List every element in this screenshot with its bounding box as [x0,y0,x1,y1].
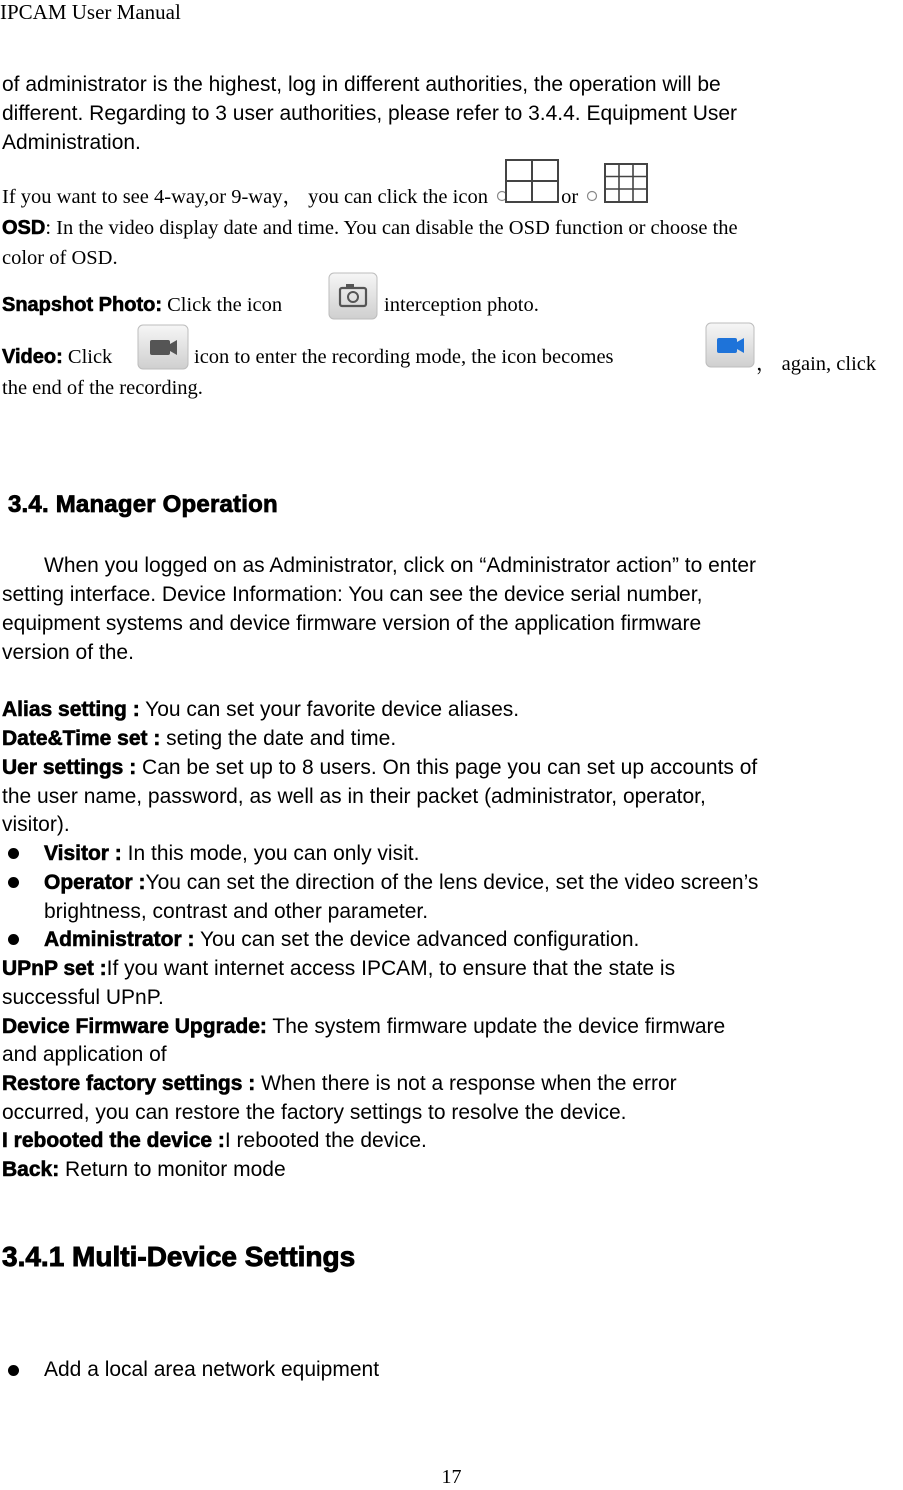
user-settings-label: Uer settings : [2,756,137,779]
bullet-icon [8,1365,19,1376]
upnp-line [2,957,675,981]
alias-setting-text: You can set your favorite device aliases. [139,698,520,721]
section-heading-3-4: 3.4. Manager Operation [8,491,278,518]
video-line-2: the end of the recording. [2,377,203,399]
video-text: Click [62,346,113,368]
role-label: Operator : [44,871,146,894]
datetime-setting-label: Date&Time set : [2,727,161,750]
video-mid-text: icon to enter the recording mode, the icon becomes [194,346,614,368]
restore-factory-line-2: occurred, you can restore the factory settings to resolve the device. [2,1101,627,1124]
user-settings-text: Can be set up to 8 users. On this page you can set up accounts of [136,756,758,779]
intro-line: of administrator is the highest, log in different authorities, the operation will be [2,73,721,96]
intro-paragraph [2,70,897,157]
running-header: IPCAM User Manual [0,0,181,24]
back-text: Return to monitor mode [59,1158,286,1181]
bullet-icon [8,934,19,945]
upnp-line-2: successful UPnP. [2,986,164,1009]
section-heading-3-4-1: 3.4.1 Multi-Device Settings [2,1241,356,1272]
role-label: Administrator : [44,928,195,951]
manager-paragraph-line: setting interface. Device Information: You can see the device serial number, [2,583,703,606]
user-settings-line [2,756,757,780]
view-mode-text: If you want to see 4-way,or 9-way， you can click the icon [2,185,488,208]
video-camera-active-icon[interactable] [705,322,755,368]
reboot-text: I rebooted the device. [224,1129,427,1152]
restore-factory-text: When there is not a response when the error [255,1072,677,1095]
camera-icon[interactable] [328,272,378,320]
restore-factory-line [2,1072,677,1096]
datetime-setting-line [2,727,396,751]
nine-way-grid-icon[interactable] [583,158,651,206]
manager-paragraph-line: equipment systems and device firmware version of the application firmware [2,612,702,635]
role-operator [44,871,758,895]
snapshot-line [2,294,282,317]
role-visitor [44,842,419,866]
reboot-label: I rebooted the device : [2,1129,225,1152]
video-post-text: ， again, click [756,353,877,375]
osd-label: OSD [2,217,46,239]
firmware-upgrade-line-2: and application of [2,1043,167,1066]
snapshot-label: Snapshot Photo: [2,294,162,316]
upnp-text: If you want internet access IPCAM, to ensure that the state is [106,957,676,980]
firmware-upgrade-label: Device Firmware Upgrade: [2,1015,267,1038]
intro-line: different. Regarding to 3 user authorities, please refer to 3.4.4. Equipment User [2,102,738,125]
restore-factory-label: Restore factory settings : [2,1072,256,1095]
back-line [2,1158,286,1182]
role-text: You can set the device advanced configuration. [194,928,640,951]
manager-paragraph-line: When you logged on as Administrator, click on “Administrator action” to enter [44,554,757,577]
firmware-upgrade-line [2,1015,725,1039]
bullet-icon [8,877,19,888]
reboot-line [2,1129,427,1153]
alias-setting-line [2,698,519,722]
bullet-icon [8,848,19,859]
osd-text: : In the video display date and time. You can disable the OSD function or choose the [45,217,738,239]
datetime-setting-text: seting the date and time. [160,727,397,750]
role-label: Visitor : [44,842,122,865]
or-text: or [561,185,579,208]
four-way-grid-icon[interactable] [493,158,561,206]
upnp-label: UPnP set : [2,957,107,980]
alias-setting-label: Alias setting : [2,698,140,721]
role-administrator [44,928,639,952]
add-lan-equipment-item: Add a local area network equipment [44,1358,380,1381]
snapshot-text-2: interception photo. [384,294,539,316]
user-settings-line-2: the user name, password, as well as in their packet (administrator, operator, [2,785,706,808]
role-text: You can set the direction of the lens device, set the video screen’s [145,871,759,894]
back-label: Back: [2,1158,60,1181]
manager-paragraph-line: version of the. [2,641,134,664]
user-settings-line-3: visitor). [2,813,70,836]
intro-line: Administration. [2,131,141,154]
firmware-upgrade-text: The system firmware update the device firmware [266,1015,726,1038]
snapshot-text: Click the icon [161,294,283,316]
video-camera-icon[interactable] [137,324,189,370]
osd-line-2: color of OSD. [2,247,118,269]
page-number: 17 [441,1466,462,1488]
role-text: In this mode, you can only visit. [121,842,420,865]
role-operator-line-2: brightness, contrast and other parameter. [44,900,429,923]
video-label: Video: [2,346,63,368]
view-mode-line [2,158,651,208]
video-line [2,346,112,369]
osd-line [2,217,738,240]
